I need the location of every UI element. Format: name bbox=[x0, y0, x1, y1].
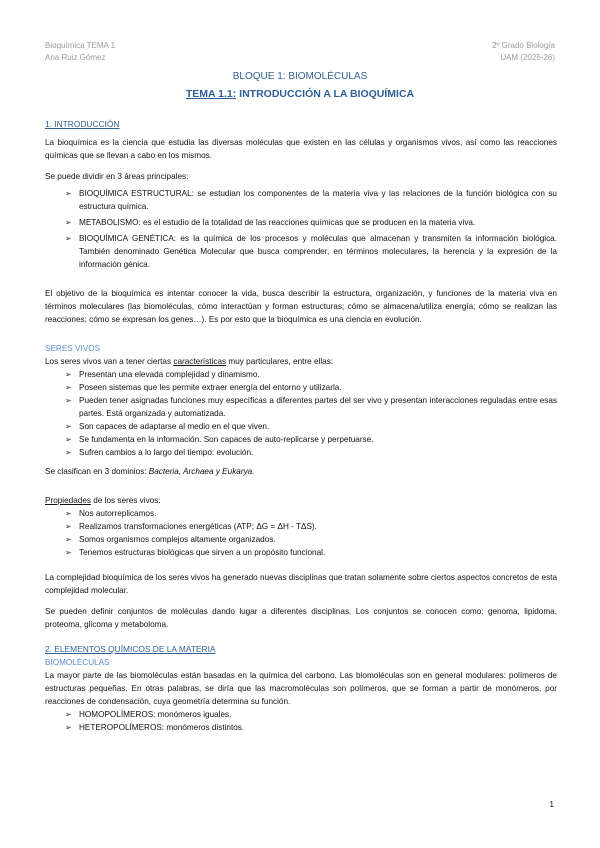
disciplinas-paragraph: Se pueden definir conjuntos de moléculas dando lugar a diferentes disciplinas. Los conjuntos se conocen como: genoma, lipidoma, proteoma, glicoma y metaboloma. bbox=[45, 607, 557, 629]
dominios-line: Se clasifican en 3 dominios: Bacteria, Archaea y Eukarya. bbox=[45, 467, 255, 476]
section-heading-elementos: 2. ELEMENTOS QUÍMICOS DE LA MATERIA bbox=[45, 644, 216, 654]
list-item: ➢ HOMOPOLÍMEROS: monómeros iguales. bbox=[45, 708, 557, 721]
caracteristicas-list bbox=[45, 368, 557, 459]
propiedades-intro: Propiedades de los seres vivos: bbox=[45, 496, 161, 505]
list-item: ➢ BIOQUÍMICA GENÉTICA: es la química de los procesos y moléculas que almacenan y transmiten la información biológica. También denominado Genética Molecular que busca comprender, en términos moleculares, la herencia y la expresión de la información génica. bbox=[45, 232, 557, 271]
subheading-biomoleculas: BIOMOLÉCULAS bbox=[45, 658, 110, 667]
list-item: ➢ Son capaces de adaptarse al medio en el que viven. bbox=[45, 420, 557, 433]
subheading-seres-vivos: SERES VIVOS bbox=[45, 344, 101, 353]
page-content bbox=[45, 118, 557, 734]
topic-name: INTRODUCCIÓN A LA BIOQUÍMICA bbox=[236, 88, 415, 100]
list-item: ➢ Realizamos transformaciones energéticas (ATP; ΔG = ΔH - TΔS). bbox=[45, 520, 557, 533]
header-right bbox=[492, 40, 555, 64]
topic-title bbox=[45, 87, 555, 101]
header-course: Bioquímica TEMA 1 bbox=[45, 41, 116, 50]
list-item: ➢ Sufren cambios a lo largo del tiempo: evolución. bbox=[45, 446, 557, 459]
block-title: BLOQUE 1: BIOMOLÉCULAS bbox=[232, 71, 368, 82]
polimeros-list bbox=[45, 708, 557, 734]
areas-list bbox=[45, 187, 557, 271]
caracteristicas-intro: Los seres vivos van a tener ciertas características muy particulares, entre ellas: bbox=[45, 357, 334, 366]
areas-intro: Se puede dividir en 3 áreas principales: bbox=[45, 172, 189, 181]
propiedades-list bbox=[45, 507, 557, 559]
list-item: ➢ Somos organismos complejos altamente organizados. bbox=[45, 533, 557, 546]
list-item: ➢ Pueden tener asignadas funciones muy específicas a diferentes partes del ser vivo y presentan interacciones reguladas entre esas partes. Está organizada y automatizada. bbox=[45, 394, 557, 420]
list-item: ➢ Se fundamenta en la información. Son capaces de auto-replicarse y perpetuarse. bbox=[45, 433, 557, 446]
list-item: ➢ HETEROPOLÍMEROS: monómeros distintos. bbox=[45, 721, 557, 734]
list-item: ➢ METABOLISMO: es el estudio de la totalidad de las reacciones químicas que se producen en la materia viva. bbox=[45, 216, 557, 229]
keyword-propiedades: Propiedades bbox=[45, 496, 91, 505]
biomoleculas-paragraph: La mayor parte de las biomoléculas están basadas en la química del carbono. Las biomoléculas son en general modulares: polímeros de estructuras pequeñas. En otras palabras, se diría que las macromoléculas son polímeros, que se forman a partir de monómeros, por reacciones de condensación, cuya geometría determina su función. bbox=[45, 671, 557, 706]
intro-paragraph: La bioquímica es la ciencia que estudia las diversas moléculas que existen en las células y organismos vivos, así como las reacciones químicas que se llevan a cabo en los mismos. bbox=[45, 138, 557, 160]
dominios-names: Bacteria, Archaea y Eukarya. bbox=[148, 467, 255, 476]
list-item: ➢ Tenemos estructuras biológicas que sirven a un propósito funcional. bbox=[45, 546, 557, 559]
section-heading-introduccion: 1. INTRODUCCIÓN bbox=[45, 119, 120, 129]
header-left bbox=[45, 40, 115, 64]
keyword-caracteristicas: características bbox=[173, 357, 227, 366]
topic-number: TEMA 1.1: bbox=[185, 88, 237, 100]
list-item: ➢ Presentan una elevada complejidad y dinamismo. bbox=[45, 368, 557, 381]
header-degree: 2º Grado Biología bbox=[492, 41, 555, 50]
list-item: ➢ Poseen sistemas que les permite extraer energía del entorno y utilizarla. bbox=[45, 381, 557, 394]
complejidad-paragraph: La complejidad bioquímica de los seres vivos ha generado nuevas disciplinas que tratan solamente sobre ciertos aspectos concretos de esta complejidad molecular. bbox=[45, 573, 557, 595]
objective-paragraph: El objetivo de la bioquímica es intentar conocer la vida, busca describir la estructura, organización, y funciones de la materia viva en términos moleculares (las biomoléculas, cómo interactúan y forman estructuras; cómo se almacena/utiliza energía; cómo se realizan las reacciones; cómo se expresan los genes…). Es por esto que la bioquímica es una ciencia en evolución. bbox=[45, 289, 557, 324]
page-number: 1 bbox=[549, 800, 554, 809]
header-university: UAM (2025-26) bbox=[500, 53, 555, 62]
list-item: ➢ BIOQUÍMICA ESTRUCTURAL: se estudian los componentes de la materia viva y las relaciones de la función biológica con su estructura química. bbox=[45, 187, 557, 213]
list-item: ➢ Nos autorreplicamos. bbox=[45, 507, 557, 520]
header-author: Ana Ruiz Gómez bbox=[45, 53, 106, 62]
